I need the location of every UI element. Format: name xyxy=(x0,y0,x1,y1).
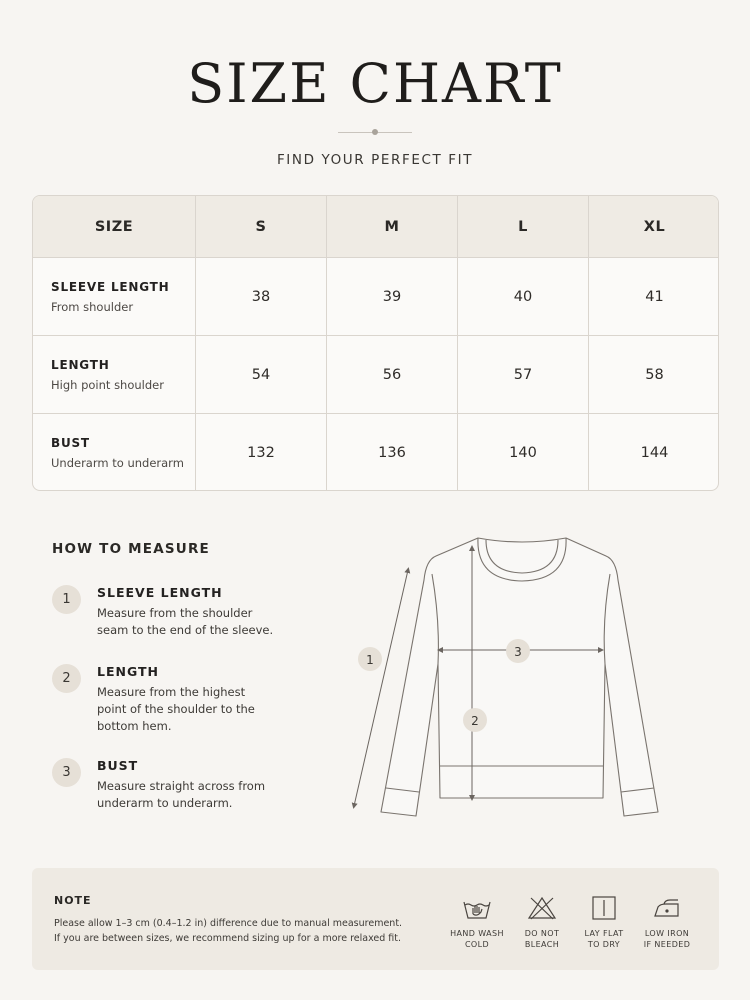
diagram-marker-1 xyxy=(358,647,382,671)
step-description xyxy=(97,605,287,639)
column-header-xl: XL xyxy=(588,196,719,257)
step-description-line: Measure from the highest xyxy=(97,685,246,699)
step-description-line: Measure straight across from xyxy=(97,779,266,793)
table-cell: 41 xyxy=(588,258,719,335)
table-cell: 57 xyxy=(457,336,588,413)
row-label: SLEEVE LENGTH xyxy=(51,279,170,294)
row-label: LENGTH xyxy=(51,357,110,372)
care-low-iron xyxy=(635,896,699,950)
how-to-measure-heading: HOW TO MEASURE xyxy=(52,541,210,557)
table-cell: 132 xyxy=(195,414,326,491)
care-label xyxy=(635,928,699,950)
row-sublabel: From shoulder xyxy=(51,299,134,314)
note-text xyxy=(54,916,414,946)
row-label-cell xyxy=(33,414,195,491)
care-lay-flat-to-dry xyxy=(572,896,636,950)
note-line: Please allow 1–3 cm (0.4–1.2 in) difference due to manual measurement. xyxy=(54,918,403,929)
step-description-line: bottom hem. xyxy=(97,719,172,733)
row-sublabel: High point shoulder xyxy=(51,377,164,392)
care-hand-wash xyxy=(445,896,509,950)
note-box xyxy=(32,868,719,970)
title-divider xyxy=(338,128,412,136)
care-label-line: DO NOT xyxy=(524,929,560,938)
care-label-line: COLD xyxy=(464,940,490,949)
table-row-length xyxy=(33,335,719,413)
svg-text:1: 1 xyxy=(366,653,374,667)
page-subtitle: FIND YOUR PERFECT FIT xyxy=(276,152,474,168)
step-description xyxy=(97,684,287,735)
table-cell: 58 xyxy=(588,336,719,413)
do-not-bleach-icon xyxy=(527,896,557,920)
care-label-line: TO DRY xyxy=(587,940,621,949)
column-header-s: S xyxy=(195,196,326,257)
sweater-diagram xyxy=(340,530,680,830)
step-title: LENGTH xyxy=(97,664,159,679)
care-label-line: HAND WASH xyxy=(450,929,504,938)
note-line: If you are between sizes, we recommend sizing up for a more relaxed fit. xyxy=(54,933,402,944)
lay-flat-to-dry-icon xyxy=(589,896,619,920)
step-description-line: point of the shoulder to the xyxy=(97,702,255,716)
care-label xyxy=(572,928,636,950)
step-description xyxy=(97,778,287,812)
diagram-marker-3 xyxy=(506,639,530,663)
step-number-badge: 2 xyxy=(52,664,81,693)
care-label xyxy=(445,928,509,950)
step-number-badge: 1 xyxy=(52,585,81,614)
care-do-not-bleach xyxy=(510,896,574,950)
table-row-bust xyxy=(33,413,719,491)
step-description-line: seam to the end of the sleeve. xyxy=(97,623,274,637)
table-cell: 38 xyxy=(195,258,326,335)
care-label-line: LAY FLAT xyxy=(584,929,624,938)
table-cell: 39 xyxy=(326,258,457,335)
table-cell: 144 xyxy=(588,414,719,491)
step-number-badge: 3 xyxy=(52,758,81,787)
svg-text:2: 2 xyxy=(471,714,479,728)
table-cell: 136 xyxy=(326,414,457,491)
low-iron-icon xyxy=(652,896,682,920)
table-cell: 40 xyxy=(457,258,588,335)
note-title: NOTE xyxy=(54,894,92,907)
care-label-line: LOW IRON xyxy=(644,929,690,938)
page-title: SIZE CHART xyxy=(187,52,563,115)
step-title: SLEEVE LENGTH xyxy=(97,585,223,600)
table-cell: 54 xyxy=(195,336,326,413)
divider-dot xyxy=(372,129,378,135)
step-description-line: Measure from the shoulder xyxy=(97,606,253,620)
step-title: BUST xyxy=(97,758,139,773)
table-row-sleeve-length xyxy=(33,257,719,335)
row-label-cell xyxy=(33,258,195,335)
table-cell: 140 xyxy=(457,414,588,491)
table-header-row xyxy=(33,196,719,257)
column-header-l: L xyxy=(457,196,588,257)
step-description-line: underarm to underarm. xyxy=(97,796,233,810)
column-header-size: SIZE xyxy=(94,218,134,235)
care-label-line: IF NEEDED xyxy=(643,940,691,949)
sweater-body-outline xyxy=(381,538,658,816)
row-sublabel: Underarm to underarm xyxy=(51,456,184,470)
size-table xyxy=(32,195,719,491)
diagram-marker-2 xyxy=(463,708,487,732)
row-label: BUST xyxy=(51,436,90,450)
care-label-line: BLEACH xyxy=(524,940,560,949)
column-header-m: M xyxy=(326,196,457,257)
table-cell: 56 xyxy=(326,336,457,413)
hand-wash-icon xyxy=(462,896,492,920)
svg-text:3: 3 xyxy=(514,645,522,659)
row-label-cell xyxy=(33,336,195,413)
care-label xyxy=(510,928,574,950)
